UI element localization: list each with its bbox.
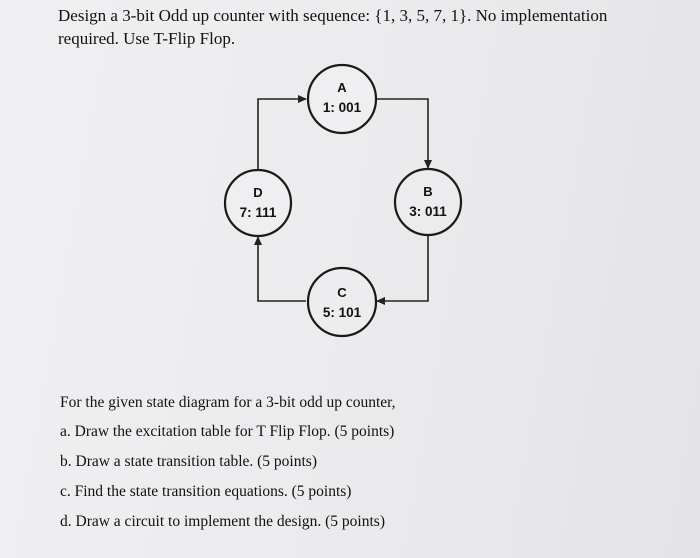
state-a-node	[308, 65, 376, 133]
problem-line-2: required. Use T-Flip Flop.	[58, 29, 236, 48]
question-d: d. Draw a circuit to implement the design. (5 points)	[60, 513, 385, 530]
state-c-letter: C	[337, 285, 347, 300]
state-b-node	[395, 169, 461, 235]
transition-d-to-a	[258, 99, 306, 169]
question-b: b. Draw a state transition table. (5 points)	[60, 453, 317, 470]
state-d-node	[225, 170, 291, 236]
state-d-letter: D	[253, 185, 263, 200]
transition-b-to-c	[377, 236, 428, 301]
state-b-letter: B	[423, 184, 433, 199]
state-c-node	[308, 268, 376, 336]
question-c: c. Find the state transition equations. (5 points)	[60, 483, 352, 500]
transition-c-to-d	[258, 237, 306, 301]
state-a-letter: A	[337, 80, 347, 95]
state-c-value: 5: 101	[322, 305, 362, 320]
question-list	[60, 389, 660, 537]
problem-line-1: Design a 3-bit Odd up counter with sequence: {1, 3, 5, 7, 1}. No implementation	[58, 6, 608, 25]
state-d-value: 7: 111	[239, 205, 277, 220]
question-a: a. Draw the excitation table for T Flip Flop. (5 points)	[60, 423, 395, 440]
state-b-value: 3: 011	[409, 204, 447, 219]
questions-intro: For the given state diagram for a 3-bit odd up counter,	[60, 394, 396, 411]
transition-a-to-b	[377, 99, 428, 168]
state-a-value: 1: 001	[322, 100, 362, 115]
